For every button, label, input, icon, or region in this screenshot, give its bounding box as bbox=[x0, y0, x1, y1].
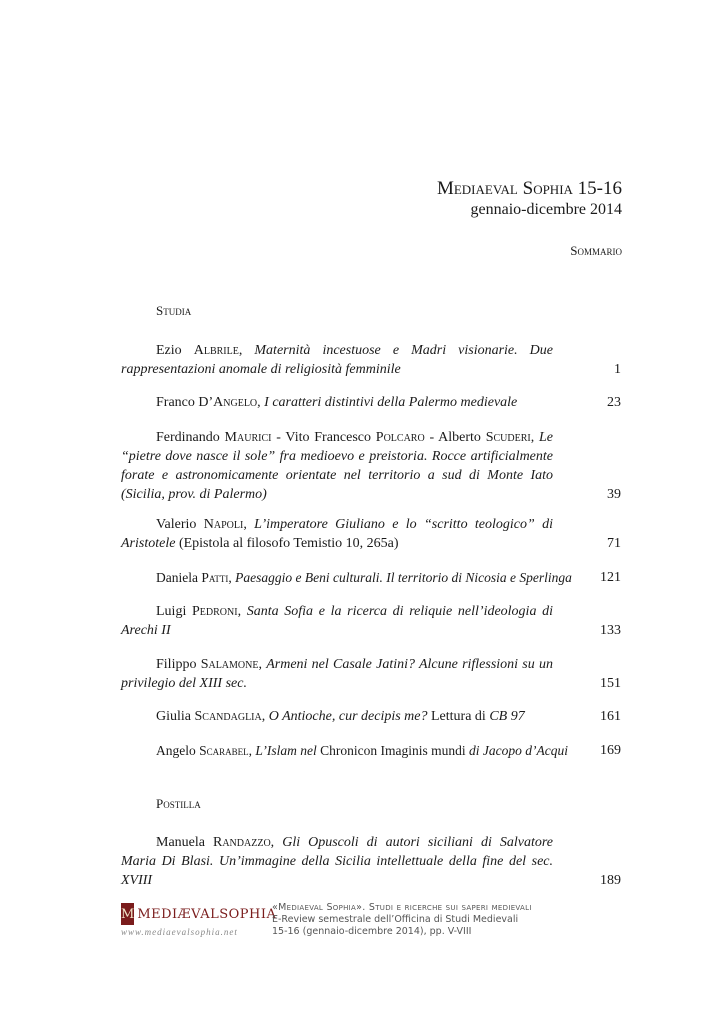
entry-page-number: 189 bbox=[600, 873, 621, 888]
entry-page-number: 169 bbox=[600, 743, 621, 758]
toc-entry[interactable] bbox=[121, 602, 621, 640]
toc-entry[interactable] bbox=[121, 568, 621, 587]
entry-text: Ezio Albrile, Maternità incestuose e Madri visionarie. Due rappresentazioni anomale di religiosità femminile bbox=[121, 343, 554, 377]
toc-entry[interactable] bbox=[121, 707, 621, 726]
footer-line-1: «Mediaeval Sophia». Studi e ricerche sui saperi medievali bbox=[272, 902, 532, 913]
toc-entry[interactable] bbox=[121, 833, 621, 890]
entry-text: Luigi Pedroni, Santa Sofia e la ricerca di reliquie nell’ideologia di Arechi II bbox=[121, 604, 553, 638]
entry-text: Giulia Scandaglia, O Antioche, cur decipis me? Lettura di CB 97 bbox=[156, 709, 525, 724]
entry-page-number: 39 bbox=[607, 487, 621, 502]
entry-text: Filippo Salamone, Armeni nel Casale Jatini? Alcune riflessioni su un privilegio del XIII sec. bbox=[121, 657, 553, 691]
entry-page-number: 71 bbox=[607, 536, 621, 551]
entry-text: Franco D’Angelo, I caratteri distintivi della Palermo medievale bbox=[156, 395, 518, 410]
entry-page-number: 151 bbox=[600, 676, 621, 691]
toc-entry[interactable] bbox=[121, 393, 621, 412]
logo-text: MEDIÆVALSOPHIA bbox=[137, 906, 277, 922]
footer-line-3: 15-16 (gennaio-dicembre 2014), pp. V-VIII bbox=[272, 926, 472, 937]
sommario-heading: Sommario bbox=[570, 243, 622, 258]
entry-page-number: 161 bbox=[600, 709, 621, 724]
entry-text: Ferdinando Maurici - Vito Francesco Polcaro - Alberto Scuderi, Le “pietre dove nasce il sole” fra medioevo e preistoria. Rocce artificialmente forate e astronomicamente orientate nel territorio a sud di Monte Iato (Sicilia, prov. di Palermo) bbox=[121, 430, 553, 502]
footer-citation bbox=[272, 902, 532, 938]
entry-text: Daniela Patti, Paesaggio e Beni culturali. Il territorio di Nicosia e Sperlinga bbox=[156, 570, 572, 585]
issue-date: gennaio-dicembre 2014 bbox=[470, 201, 622, 218]
journal-logo[interactable] bbox=[121, 903, 277, 937]
entry-page-number: 23 bbox=[607, 395, 621, 410]
toc-entry[interactable] bbox=[121, 341, 621, 379]
toc-entry[interactable] bbox=[121, 741, 621, 760]
logo-mark-icon: M bbox=[121, 903, 134, 925]
entry-page-number: 133 bbox=[600, 623, 621, 638]
toc-entry[interactable] bbox=[121, 655, 621, 693]
section-studia: Studia bbox=[156, 303, 192, 318]
journal-title: Mediaeval Sophia 15-16 bbox=[436, 178, 622, 199]
entry-text: Manuela Randazzo, Gli Opuscoli di autori siciliani di Salvatore Maria Di Blasi. Un’immagine della Sicilia intellettuale della fine del sec. XVIII bbox=[121, 835, 554, 888]
footer-line-2: E-Review semestrale dell’Officina di Studi Medievali bbox=[272, 914, 519, 925]
page-header bbox=[437, 178, 622, 220]
section-postilla: Postilla bbox=[156, 796, 201, 811]
entry-page-number: 121 bbox=[600, 570, 621, 585]
toc-entry[interactable] bbox=[121, 428, 621, 504]
entry-page-number: 1 bbox=[614, 362, 621, 377]
entry-text: Valerio Napoli, L’imperatore Giuliano e lo “scritto teologico” di Aristotele (Epistola al filosofo Temistio 10, 265a) bbox=[121, 517, 554, 551]
toc-entry[interactable] bbox=[121, 515, 621, 553]
website-url[interactable]: www.mediaevalsophia.net bbox=[121, 927, 238, 937]
entry-text: Angelo Scarabel, L’Islam nel Chronicon Imaginis mundi di Jacopo d’Acqui bbox=[156, 743, 568, 758]
